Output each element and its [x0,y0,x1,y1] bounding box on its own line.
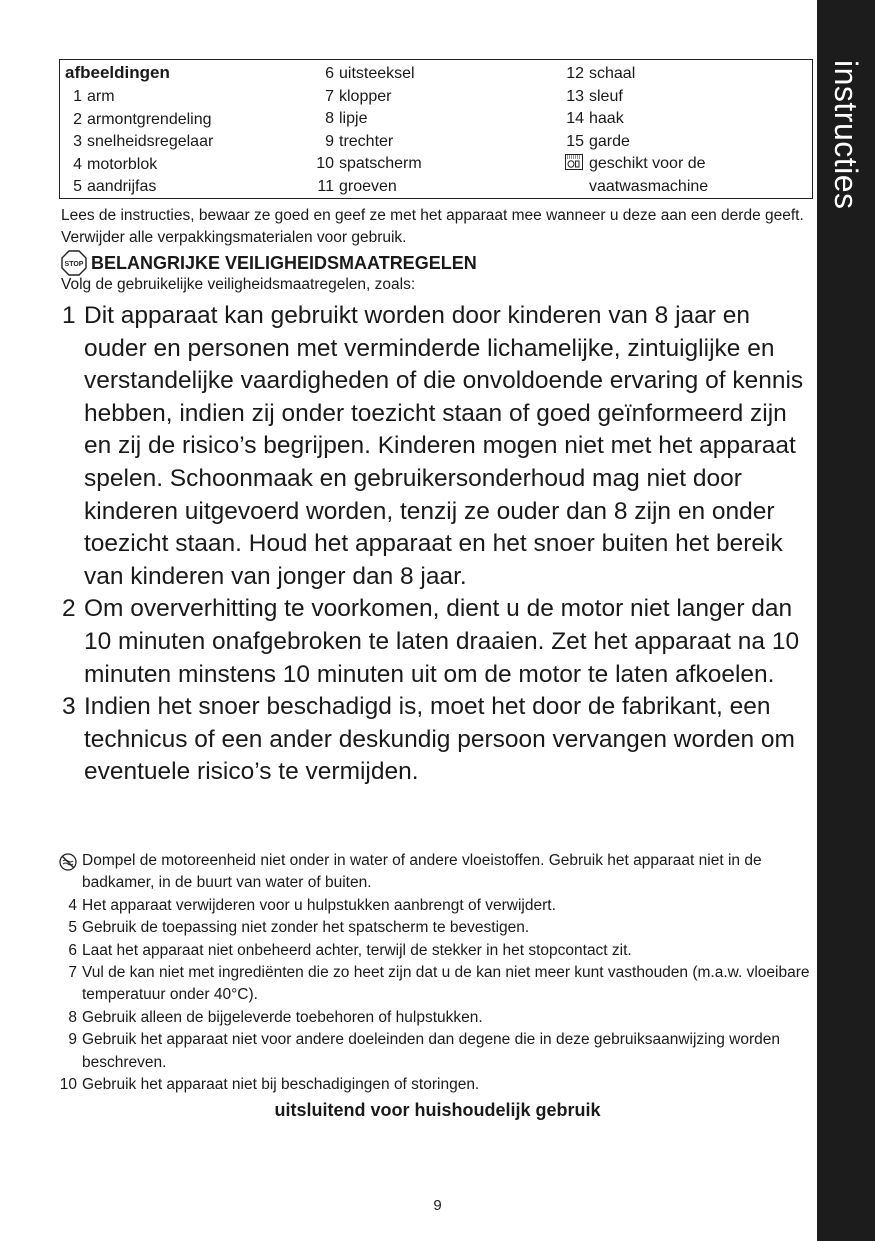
list-item: 10 Gebruik het apparaat niet bij beschadigingen of storingen. [59,1076,480,1094]
safety-list [58,850,810,1096]
part-item: 10 spatscherm [316,155,422,172]
intro-text: Lees de instructies, bewaar ze goed en geef ze met het apparaat mee wanneer u deze aan een derde geeft. Verwijder alle verpakkingsmaterialen voor gebruik. [61,207,804,246]
part-item: 8 lipje [325,110,368,127]
part-item: 5 aandrijfas [73,178,157,195]
part-item: 15 garde [566,132,630,150]
household-use-note: uitsluitend voor huishoudelijk gebruik [274,1100,601,1120]
part-item: 2 armontgrendeling [73,110,212,128]
part-item: 14 haak [566,110,624,127]
parts-title: afbeeldingen [65,63,170,82]
part-item: 13 sleuf [566,87,623,105]
part-item: 6 uitsteeksel [325,65,415,82]
dishwasher-line-1: geschikt voor de [589,155,706,172]
list-item: 5 Gebruik de toepassing niet zonder het spatscherm te bevestigen. [68,919,530,937]
list-item: 1 Dit apparaat kan gebruikt worden door kinderen van 8 jaar en ouder en personen met verminderde lichamelijke, zintuiglijke en verstandelijke vaardigheden of die onvoldoende ervaring of kennis hebben, indien zij onder toezicht staan of goed geïnformeerd zijn en zij de risico’s begrijpen. Kinderen mogen niet met het apparaat spelen. Schoonmaak en gebruikersonderhoud mag niet door kinderen uitgevoerd worden, tenzij ze ouder dan 8 zijn en onder toezicht staan. Houd het apparaat en het snoer buiten het bereik van kinderen van jonger dan 8 jaar. [62,302,804,590]
part-item: 1 arm [73,88,115,105]
list-item: 2 Om oververhitting te voorkomen, dient u de motor niet langer dan 10 minuten onafgebroken te laten draaien. Zet het apparaat na 10 minuten minstens 10 minuten uit om de motor te laten afkoelen. [62,595,800,688]
important-list [58,300,810,789]
part-item: 12 schaal [566,65,636,82]
page-number: 9 [433,1197,442,1214]
list-item: 6 Laat het apparaat niet onbeheerd achter, terwijl de stekker in het stopcontact zit. [68,941,632,959]
part-item: 7 klopper [325,87,392,105]
list-item: 3 Indien het snoer beschadigd is, moet het door de fabrikant, een technicus of een ander deskundig persoon vervangen worden om eventuele risico’s te vermijden. [62,693,795,786]
part-item: 11 groeven [317,177,397,195]
safety-heading-text: BELANGRIJKE VEILIGHEIDSMAATREGELEN [91,253,477,273]
parts-column-3 [565,63,708,198]
list-item: 7 Vul de kan niet met ingrediënten die zo heet zijn dat u de kan niet meer kunt vasthouden (m.a.w. vloeibare temperatuur onder 40°C). [68,964,810,1004]
safety-heading [61,250,477,276]
part-item: 4 motorblok [73,155,158,173]
water-warning: Dompel de motoreenheid niet onder in water of andere vloeistoffen. Gebruik het apparaat niet in de badkamer, in de buurt van water of buiten. [58,850,810,895]
no-water-icon [59,853,77,871]
part-item: 9 trechter [325,132,394,150]
list-item: 4 Het apparaat verwijderen voor u hulpstukken aanbrengt of verwijdert. [68,896,556,914]
dishwasher-line-2: vaatwasmachine [589,177,709,195]
part-item: 3 snelheidsregelaar [73,133,214,150]
parts-list-box [59,59,813,199]
dishwasher-note [565,153,708,176]
svg-text:STOP: STOP [64,261,84,268]
sidebar-label: instructies [828,60,864,210]
safety-follow-text: Volg de gebruikelijke veiligheidsmaatregelen, zoals: [61,276,416,293]
parts-column-1 [72,86,213,199]
stop-icon [61,250,87,276]
parts-column-2 [315,63,422,198]
list-item: 9 Gebruik het apparaat niet voor andere doeleinden dan degene die in deze gebruiksaanwijzing worden beschreven. [68,1031,780,1071]
dishwasher-icon [565,154,583,170]
list-item: 8 Gebruik alleen de bijgeleverde toebehoren of hulpstukken. [68,1008,483,1026]
